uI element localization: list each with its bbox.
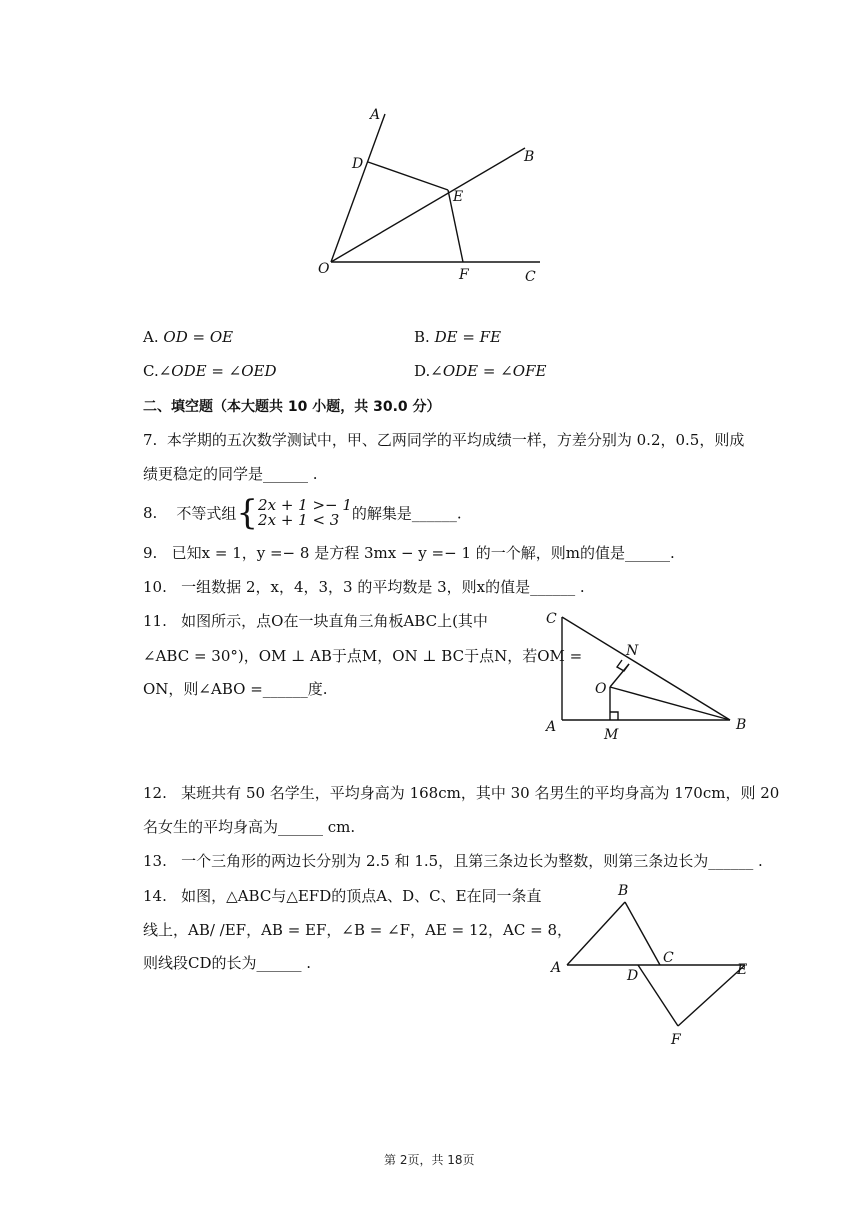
right-angle-m [610, 712, 618, 720]
inequality-system: 2x + 1 >− 1 2x + 1 < 3 [258, 496, 352, 529]
label-a: A [551, 960, 562, 976]
label-f: F [671, 1032, 681, 1048]
label-n: N [626, 643, 639, 659]
label-f: F [459, 267, 469, 283]
section-title: 二、填空题（本大题共 10 小题，共 30.0 分） [143, 399, 441, 415]
question-11-line2: ∠ABC = 30°)，OM ⊥ AB于点M，ON ⊥ BC于点N，若OM = [143, 647, 583, 665]
right-angle-n [617, 660, 629, 671]
option-a[interactable]: A. OD = OE [143, 328, 234, 346]
question-7-line2: 绩更稳定的同学是______ . [143, 465, 318, 483]
question-14-line2: 线上，AB/ /EF，AB = EF，∠B = ∠F，AE = 12，AC = 8， [143, 921, 573, 939]
page-footer: 第 2页，共 18页 [384, 1153, 475, 1167]
question-7: 7. 本学期的五次数学测试中，甲、乙两同学的平均成绩一样，方差分别为 0.2，0.5，则成 [143, 431, 745, 449]
brace-symbol: { [236, 493, 259, 533]
label-a: A [546, 719, 557, 735]
side-fe [678, 965, 745, 1026]
option-b[interactable]: B. DE = FE [414, 328, 502, 346]
question-10: 10. 一组数据 2，x，4，3，3 的平均数是 3，则x的值是______ . [143, 578, 585, 596]
label-e: E [737, 962, 748, 978]
question-14-line3: 则线段CD的长为______ . [143, 954, 312, 972]
label-b: B [736, 717, 747, 733]
question-9: 9. 已知x = 1，y =− 8 是方程 3mx − y =− 1 的一个解，则m的值是______. [143, 544, 675, 562]
label-b: B [524, 149, 535, 165]
ray-oa [331, 114, 385, 262]
figure-two-triangles [545, 880, 760, 1050]
segment-ob [610, 687, 730, 720]
question-8: 8. 不等式组{2x + 1 >− 1 2x + 1 < 3 的解集是______. [143, 493, 462, 533]
label-b: B [618, 883, 629, 899]
question-11: 11. 如图所示，点O在一块直角三角板ABC上(其中 [143, 612, 488, 630]
label-m: M [604, 727, 619, 743]
figure-right-triangle [540, 605, 760, 745]
label-o: O [595, 681, 607, 697]
figure-angle-bisector [300, 100, 560, 290]
label-d: D [627, 968, 639, 984]
label-a: A [370, 107, 381, 123]
question-12: 12. 某班共有 50 名学生，平均身高为 168cm，其中 30 名男生的平均身高为 170cm，则 20 [143, 784, 780, 802]
option-c[interactable]: C.∠ODE = ∠OED [143, 362, 277, 380]
label-e: E [453, 189, 464, 205]
question-14: 14. 如图，△ABC与△EFD的顶点A、D、C、E在同一条直 [143, 887, 542, 905]
label-o: O [318, 261, 330, 277]
option-d[interactable]: D.∠ODE = ∠OFE [414, 362, 547, 380]
question-13: 13. 一个三角形的两边长分别为 2.5 和 1.5，且第三条边长为整数，则第三条边长为______ . [143, 852, 763, 870]
side-cb [562, 617, 730, 720]
label-c: C [663, 950, 674, 966]
question-11-line3: ON，则∠ABO =______度. [143, 680, 328, 698]
label-d: D [352, 156, 364, 172]
side-bc [625, 902, 660, 965]
side-ab [567, 902, 625, 965]
segment-de [368, 162, 448, 190]
label-c: C [525, 269, 536, 285]
label-c: C [546, 611, 557, 627]
side-df [638, 965, 678, 1026]
question-12-line2: 名女生的平均身高为______ cm. [143, 818, 356, 836]
